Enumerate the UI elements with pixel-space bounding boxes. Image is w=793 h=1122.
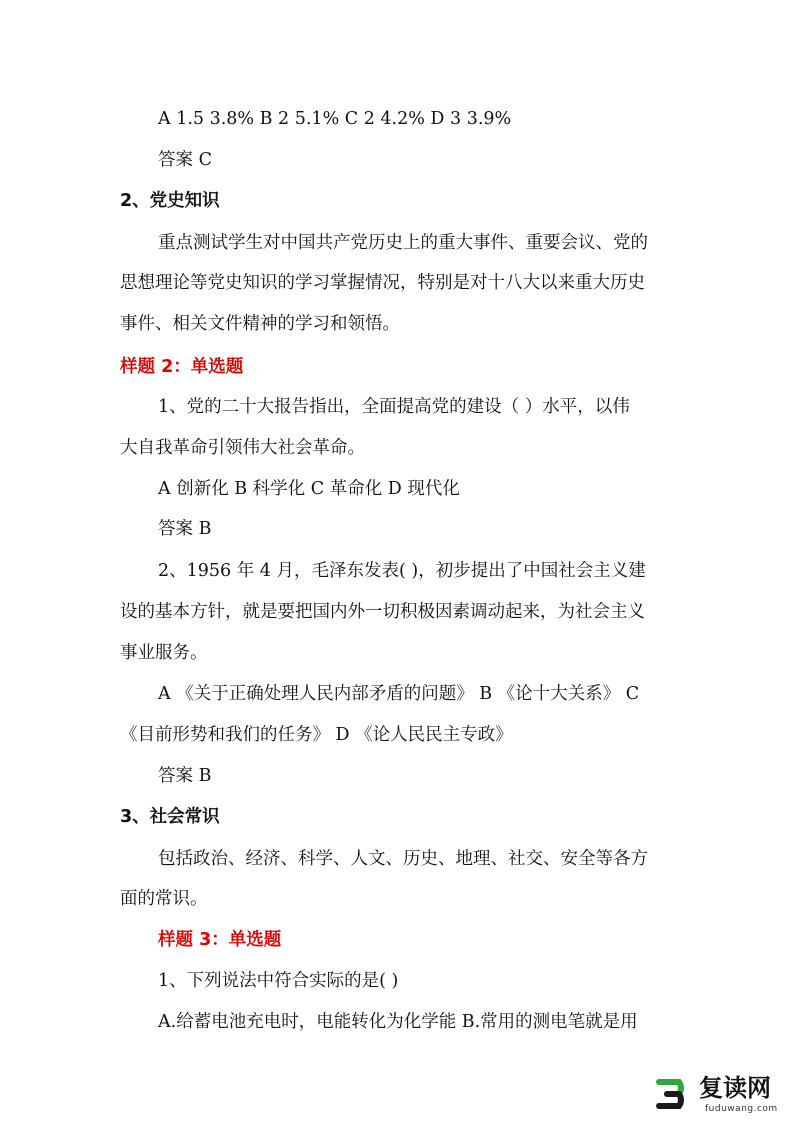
question-stem-line: 设的基本方针，就是要把国内外一切积极因素调动起来，为社会主义 xyxy=(120,602,645,622)
section-3-desc-line: 面的常识。 xyxy=(120,889,208,909)
logo-name: 复读网 xyxy=(699,1074,771,1102)
logo-domain: fuduwang.com xyxy=(705,1104,778,1114)
section-2-heading: 2、党史知识 xyxy=(120,191,220,211)
question-stem-line: 事业服务。 xyxy=(120,643,208,663)
q1-answer: 答案 C xyxy=(158,150,212,170)
question-options: 《目前形势和我们的任务》 D 《论人民民主专政》 xyxy=(120,725,513,745)
question-stem-line: 1、下列说法中符合实际的是( ) xyxy=(158,971,399,991)
section-2-desc-line: 事件、相关文件精神的学习和领悟。 xyxy=(120,314,400,334)
question-options: A 《关于正确处理人民内部矛盾的问题》 B 《论十大关系》 C xyxy=(158,684,640,704)
question-stem-line: 2、1956 年 4 月，毛泽东发表( )，初步提出了中国社会主义建 xyxy=(158,561,646,581)
question-stem-line: 大自我革命引领伟大社会革命。 xyxy=(120,438,365,458)
question-stem-line: 1、党的二十大报告指出，全面提高党的建设（ ）水平，以伟 xyxy=(158,397,630,417)
q1-options: A 1.5 3.8% B 2 5.1% C 2 4.2% D 3 3.9% xyxy=(158,109,512,129)
section-2-desc-line: 重点测试学生对中国共产党历史上的重大事件、重要会议、党的 xyxy=(158,233,648,253)
sample-3-title: 样题 3：单选题 xyxy=(158,930,282,950)
question-answer: 答案 B xyxy=(158,766,212,786)
section-3-desc-line: 包括政治、经济、科学、人文、历史、地理、社交、安全等各方 xyxy=(158,849,648,869)
section-2-desc-line: 思想理论等党史知识的学习掌握情况，特别是对十八大以来重大历史 xyxy=(120,273,645,293)
site-logo xyxy=(655,1074,790,1118)
logo-mark-icon xyxy=(655,1076,691,1112)
sample-2-title: 样题 2：单选题 xyxy=(120,357,244,377)
question-answer: 答案 B xyxy=(158,519,212,539)
question-options: A 创新化 B 科学化 C 革命化 D 现代化 xyxy=(158,479,460,499)
section-3-heading: 3、社会常识 xyxy=(120,807,220,827)
question-options: A.给蓄电池充电时，电能转化为化学能 B.常用的测电笔就是用 xyxy=(158,1012,638,1032)
